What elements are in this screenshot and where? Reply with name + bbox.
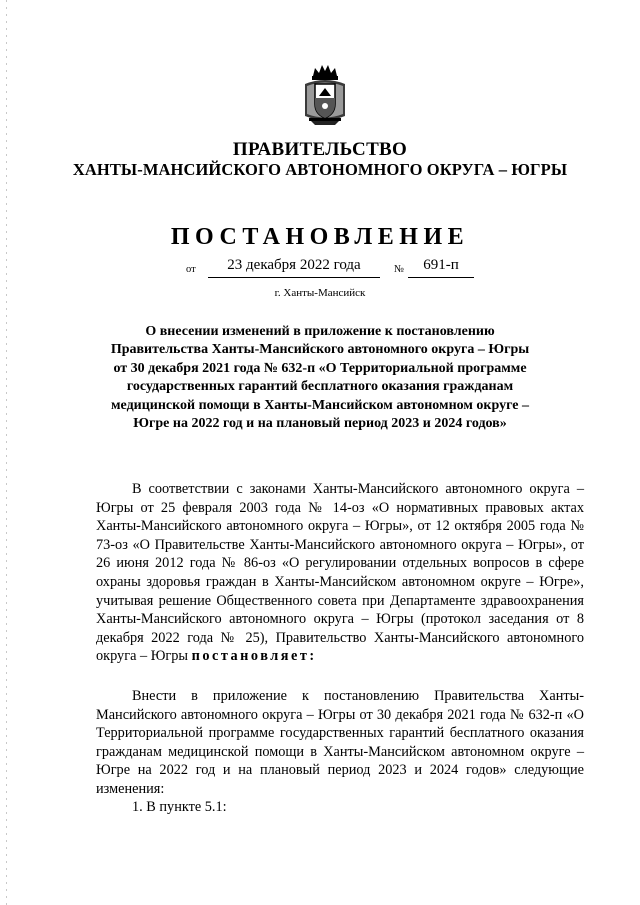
document-heading: О внесении изменений в приложение к постановлению Правительства Ханты-Мансийского автономного округа – Югры от 30 декабря 2021 года № 632-п «О Территориальной программе государственных гарантий бесплатного оказания гражданам медицинской помощи в Ханты-Мансийском автономном округе – Югре на 2022 год и на плановый период 2023 и 2024 годов» bbox=[110, 324, 530, 432]
resolves-word: постановляет: bbox=[191, 648, 317, 665]
from-label: от bbox=[186, 264, 196, 275]
region-title: ХАНТЫ-МАНСИЙСКОГО АВТОНОМНОГО ОКРУГА – ЮГРЫ bbox=[72, 160, 568, 179]
document-number: 691-п bbox=[408, 257, 474, 278]
document-date: 23 декабря 2022 года bbox=[208, 257, 380, 278]
government-title: ПРАВИТЕЛЬСТВО bbox=[232, 139, 408, 160]
preamble-paragraph bbox=[96, 480, 584, 666]
coat-of-arms-emblem bbox=[301, 62, 349, 126]
number-label: № bbox=[394, 264, 405, 275]
document-type: ПОСТАНОВЛЕНИЕ bbox=[170, 224, 470, 250]
item-1: 1. В пункте 5.1: bbox=[132, 799, 227, 815]
scan-edge-line bbox=[6, 0, 7, 905]
amendment-paragraph: Внести в приложение к постановлению Правительства Ханты-Мансийского автономного округа – Югры от 30 декабря 2021 года № 632-п «О Территориальной программе государственных гарантий бесплатного оказания гражданам медицинской помощи в Ханты-Мансийском автономном округе – Югре на 2022 год и на плановый период 2023 и 2024 годов» следующие изменения: bbox=[96, 688, 584, 797]
preamble-text: В соответствии с законами Ханты-Мансийского автономного округа – Югры от 25 февраля 2003 года № 14-оз «О нормативных правовых актах Ханты-Мансийского автономного округа – Югры», от 12 октября 2005 года № 73-оз «О Правительстве Ханты-Мансийского автономного округа – Югры», от 26 июня 2012 года № 86-оз «О регулировании отдельных вопросов в сфере охраны здоровья граждан в Ханты-Мансийском автономном округе – Югре», учитывая решение Общественного совета при Департаменте здравоохранения Ханты-Мансийского автономного округа – Югры (протокол заседания от 8 декабря 2022 года № 25), Правительство Ханты-Мансийского автономного округа – Югры bbox=[96, 481, 584, 665]
city: г. Ханты-Мансийск bbox=[274, 287, 366, 299]
date-number-line bbox=[186, 257, 476, 279]
